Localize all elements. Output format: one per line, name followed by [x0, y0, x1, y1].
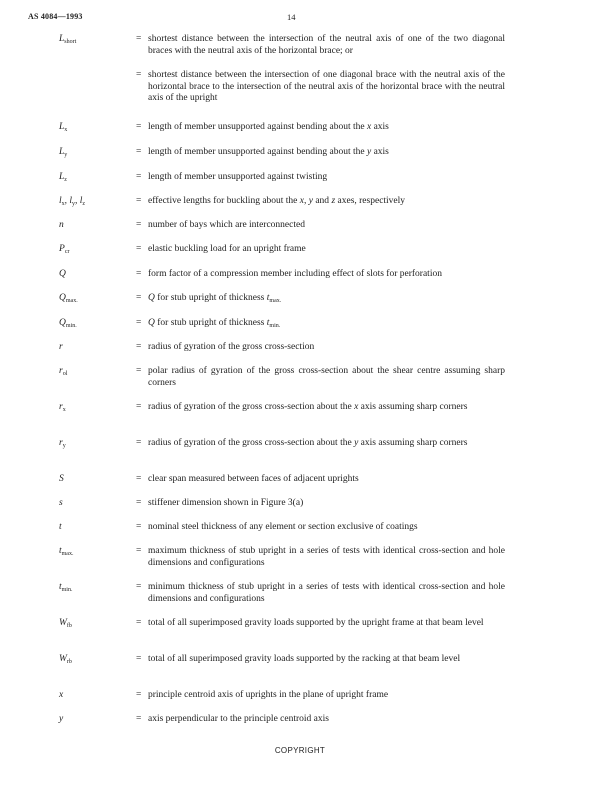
entry-definition: minimum thickness of stub upright in a series of tests with identical cross-section and hole dimensions and configurations — [148, 582, 505, 604]
entry-definition: Q for stub upright of thickness $t_{min.}$ — [148, 318, 281, 329]
entry-definition: total of all superimposed gravity loads supported by the racking at that beam level — [148, 654, 461, 664]
entry-symbol: $L_x$ — [59, 122, 68, 133]
equals-sign: = — [136, 690, 142, 700]
entry-symbol: S — [59, 474, 64, 484]
equals-sign: = — [136, 244, 142, 254]
equals-sign: = — [136, 714, 142, 724]
entry-symbol: $Q_{min.}$ — [59, 318, 77, 329]
equals-sign: = — [136, 70, 142, 80]
entry-symbol: $L_{short}$ — [59, 34, 77, 45]
entry-definition: length of member unsupported against bending about the x axis — [148, 122, 389, 132]
equals-sign: = — [136, 366, 142, 376]
entry-symbol: $l_x$, $l_y$, $l_z$ — [59, 196, 86, 207]
entry-symbol: y — [59, 714, 64, 724]
entry-symbol: Q — [59, 269, 66, 279]
equals-sign: = — [136, 220, 142, 230]
entry-definition: axis perpendicular to the principle centroid axis — [148, 714, 329, 724]
equals-sign: = — [136, 342, 142, 352]
running-header-standard: AS 4084—1993 — [28, 12, 83, 21]
entry-definition: nominal steel thickness of any element or section exclusive of coatings — [148, 522, 418, 532]
equals-sign: = — [136, 522, 142, 532]
entry-definition: total of all superimposed gravity loads supported by the upright frame at that beam level — [148, 618, 484, 628]
entry-definition: clear span measured between faces of adjacent uprights — [148, 474, 359, 484]
entry-definition: number of bays which are interconnected — [148, 220, 305, 230]
equals-sign: = — [136, 438, 142, 448]
entry-definition: effective lengths for buckling about the x, y and z axes, respectively — [148, 196, 406, 206]
entry-symbol: n — [59, 220, 64, 230]
entry-symbol: $L_y$ — [59, 147, 68, 158]
entry-symbol: x — [59, 690, 64, 700]
entry-symbol: $r_y$ — [59, 438, 66, 449]
equals-sign: = — [136, 498, 142, 508]
page-number: 14 — [287, 12, 296, 22]
entry-symbol: $Q_{max.}$ — [59, 293, 78, 304]
entry-symbol: $r_x$ — [59, 402, 66, 413]
entry-symbol: $W_{rb}$ — [59, 654, 72, 665]
entry-definition: radius of gyration of the gross cross-section — [148, 342, 315, 352]
entry-symbol: $L_z$ — [59, 172, 67, 183]
equals-sign: = — [136, 474, 142, 484]
entry-symbol: $r_{ol}$ — [59, 366, 68, 377]
entry-definition: polar radius of gyration of the gross cross-section about the shear centre assuming sharp corners — [148, 366, 505, 388]
entry-definition: radius of gyration of the gross cross-section about the x axis assuming sharp corners — [148, 402, 468, 412]
entry-symbol: $P_{cr}$ — [59, 244, 70, 255]
equals-sign: = — [136, 618, 142, 628]
equals-sign: = — [136, 654, 142, 664]
entry-definition: stiffener dimension shown in Figure 3(a) — [148, 498, 304, 508]
equals-sign: = — [136, 34, 142, 44]
entry-symbol: r — [59, 342, 63, 352]
equals-sign: = — [136, 122, 142, 132]
entry-symbol: t — [59, 522, 62, 532]
entry-definition: shortest distance between the intersection of the neutral axis of one of the two diagonal braces with the neutral axis of the horizontal brace; or — [148, 34, 505, 56]
entry-definition: radius of gyration of the gross cross-section about the y axis assuming sharp corners — [148, 438, 468, 448]
entry-definition: length of member unsupported against twisting — [148, 172, 328, 182]
equals-sign: = — [136, 147, 142, 157]
equals-sign: = — [136, 196, 142, 206]
entry-definition: maximum thickness of stub upright in a series of tests with identical cross-section and hole dimensions and configurations — [148, 546, 505, 568]
entry-definition: form factor of a compression member including effect of slots for perforation — [148, 269, 442, 279]
entry-definition: length of member unsupported against bending about the y axis — [148, 147, 389, 157]
entry-definition: elastic buckling load for an upright frame — [148, 244, 306, 254]
entry-symbol: $W_{fb}$ — [59, 618, 72, 629]
entry-definition: Q for stub upright of thickness $t_{max.}$ — [148, 293, 282, 304]
entry-symbol: $t_{max.}$ — [59, 546, 74, 557]
equals-sign: = — [136, 269, 142, 279]
equals-sign: = — [136, 546, 142, 556]
entry-symbol: $t_{min.}$ — [59, 582, 73, 593]
entry-definition: principle centroid axis of uprights in the plane of upright frame — [148, 690, 389, 700]
entry-definition: shortest distance between the intersection of one diagonal brace with the neutral axis of the horizontal brace to the intersection of the neutral axis of the horizontal brace with the neutral axis of the upright — [148, 70, 505, 104]
equals-sign: = — [136, 582, 142, 592]
copyright-footer: COPYRIGHT — [274, 746, 326, 755]
entry-symbol: s — [59, 498, 63, 508]
equals-sign: = — [136, 172, 142, 182]
equals-sign: = — [136, 293, 142, 303]
equals-sign: = — [136, 318, 142, 328]
equals-sign: = — [136, 402, 142, 412]
